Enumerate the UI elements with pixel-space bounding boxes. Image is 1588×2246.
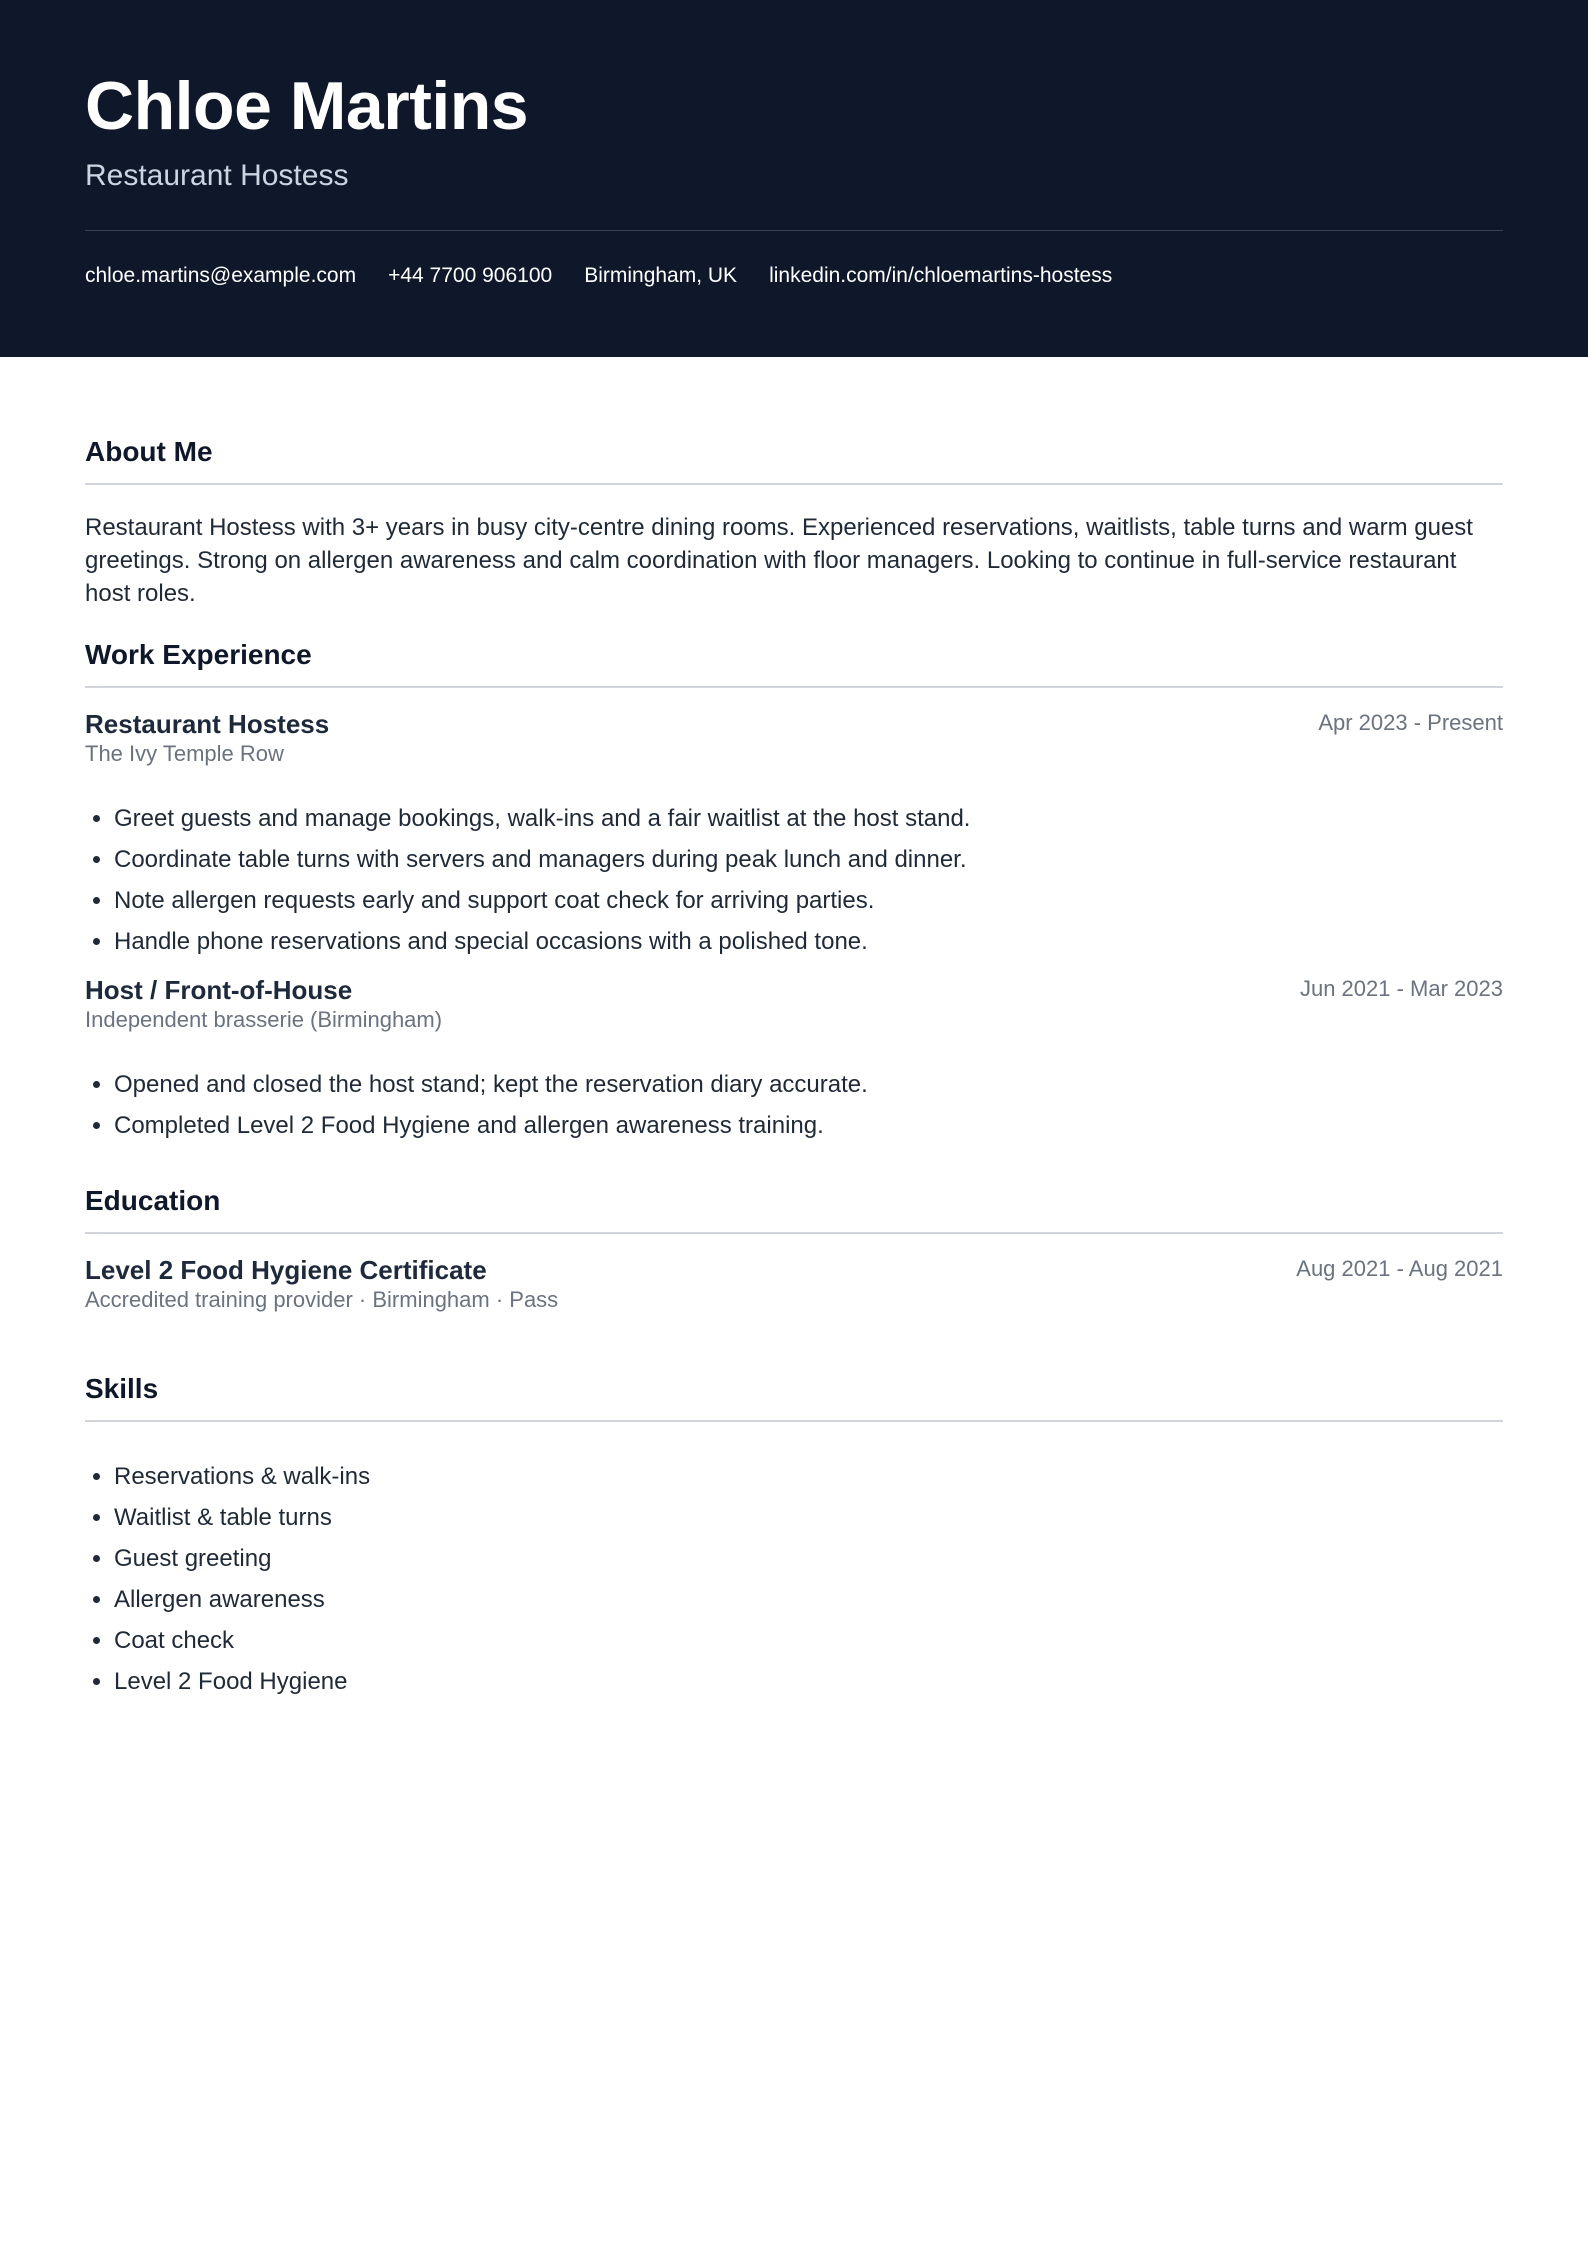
resume-header [0,0,1588,357]
job-entry [85,974,1503,1146]
about-text: Restaurant Hostess with 3+ years in busy city-centre dining rooms. Experienced reservations, waitlists, table turns and warm guest greetings. Strong on allergen awareness and calm coordination with floor managers. Looking to continue in full-service restaurant host roles. [85,514,1473,607]
contact-phone[interactable]: +44 7700 906100 [388,264,553,287]
list-item: • Completed Level 2 Food Hygiene and allergen awareness training. [114,1105,1503,1146]
skill-item: • Allergen awareness [114,1579,1503,1620]
contact-email[interactable]: chloe.martins@example.com [85,264,357,287]
job-title: Host / Front-of-House [85,975,353,1005]
job-employer: Independent brasserie (Birmingham) [85,1007,443,1032]
section-divider [85,686,1503,688]
skill-item: • Level 2 Food Hygiene [114,1661,1503,1702]
contact-list [85,263,1503,289]
skill-item: • Coat check [114,1620,1503,1661]
list-item: • Handle phone reservations and special occasions with a polished tone. [114,921,1503,962]
work-section [85,638,1503,1146]
resume-body [0,357,1588,1702]
job-entry [85,708,1503,962]
section-title-about: About Me [85,436,213,467]
skill-item: • Reservations & walk-ins [114,1456,1503,1497]
section-title-education: Education [85,1185,221,1216]
about-section [85,435,1503,610]
header-divider [85,230,1503,231]
skill-item: • Guest greeting [114,1538,1503,1579]
contact-location: Birmingham, UK [584,264,738,287]
section-title-work: Work Experience [85,639,312,670]
list-item: • Greet guests and manage bookings, walk-ins and a fair waitlist at the host stand. [114,798,1503,839]
education-entry [85,1254,1503,1314]
skills-section [85,1372,1503,1702]
list-item: • Opened and closed the host stand; kept the reservation diary accurate. [114,1064,1503,1105]
list-item: • Coordinate table turns with servers and managers during peak lunch and dinner. [114,839,1503,880]
skill-item: • Waitlist & table turns [114,1497,1503,1538]
candidate-name: Chloe Martins [85,68,529,144]
education-header [85,1254,1503,1286]
job-header [85,708,1503,740]
section-divider [85,483,1503,485]
section-divider [85,1232,1503,1234]
skills-list [85,1456,1503,1702]
job-employer: The Ivy Temple Row [85,741,284,766]
education-details: Accredited training provider · Birmingham · Pass [85,1287,559,1312]
section-title-skills: Skills [85,1373,159,1404]
job-dates: Apr 2023 - Present [1318,710,1503,735]
contact-linkedin[interactable]: linkedin.com/in/chloemartins-hostess [769,264,1113,287]
job-bullets [85,1064,1503,1146]
candidate-role: Restaurant Hostess [85,159,349,192]
education-title: Level 2 Food Hygiene Certificate [85,1255,487,1285]
job-bullets [85,798,1503,962]
education-section [85,1184,1503,1314]
section-divider [85,1420,1503,1422]
job-dates: Jun 2021 - Mar 2023 [1299,976,1503,1001]
list-item: • Note allergen requests early and support coat check for arriving parties. [114,880,1503,921]
education-dates: Aug 2021 - Aug 2021 [1296,1256,1503,1281]
job-header [85,974,1503,1006]
job-title: Restaurant Hostess [85,709,330,739]
